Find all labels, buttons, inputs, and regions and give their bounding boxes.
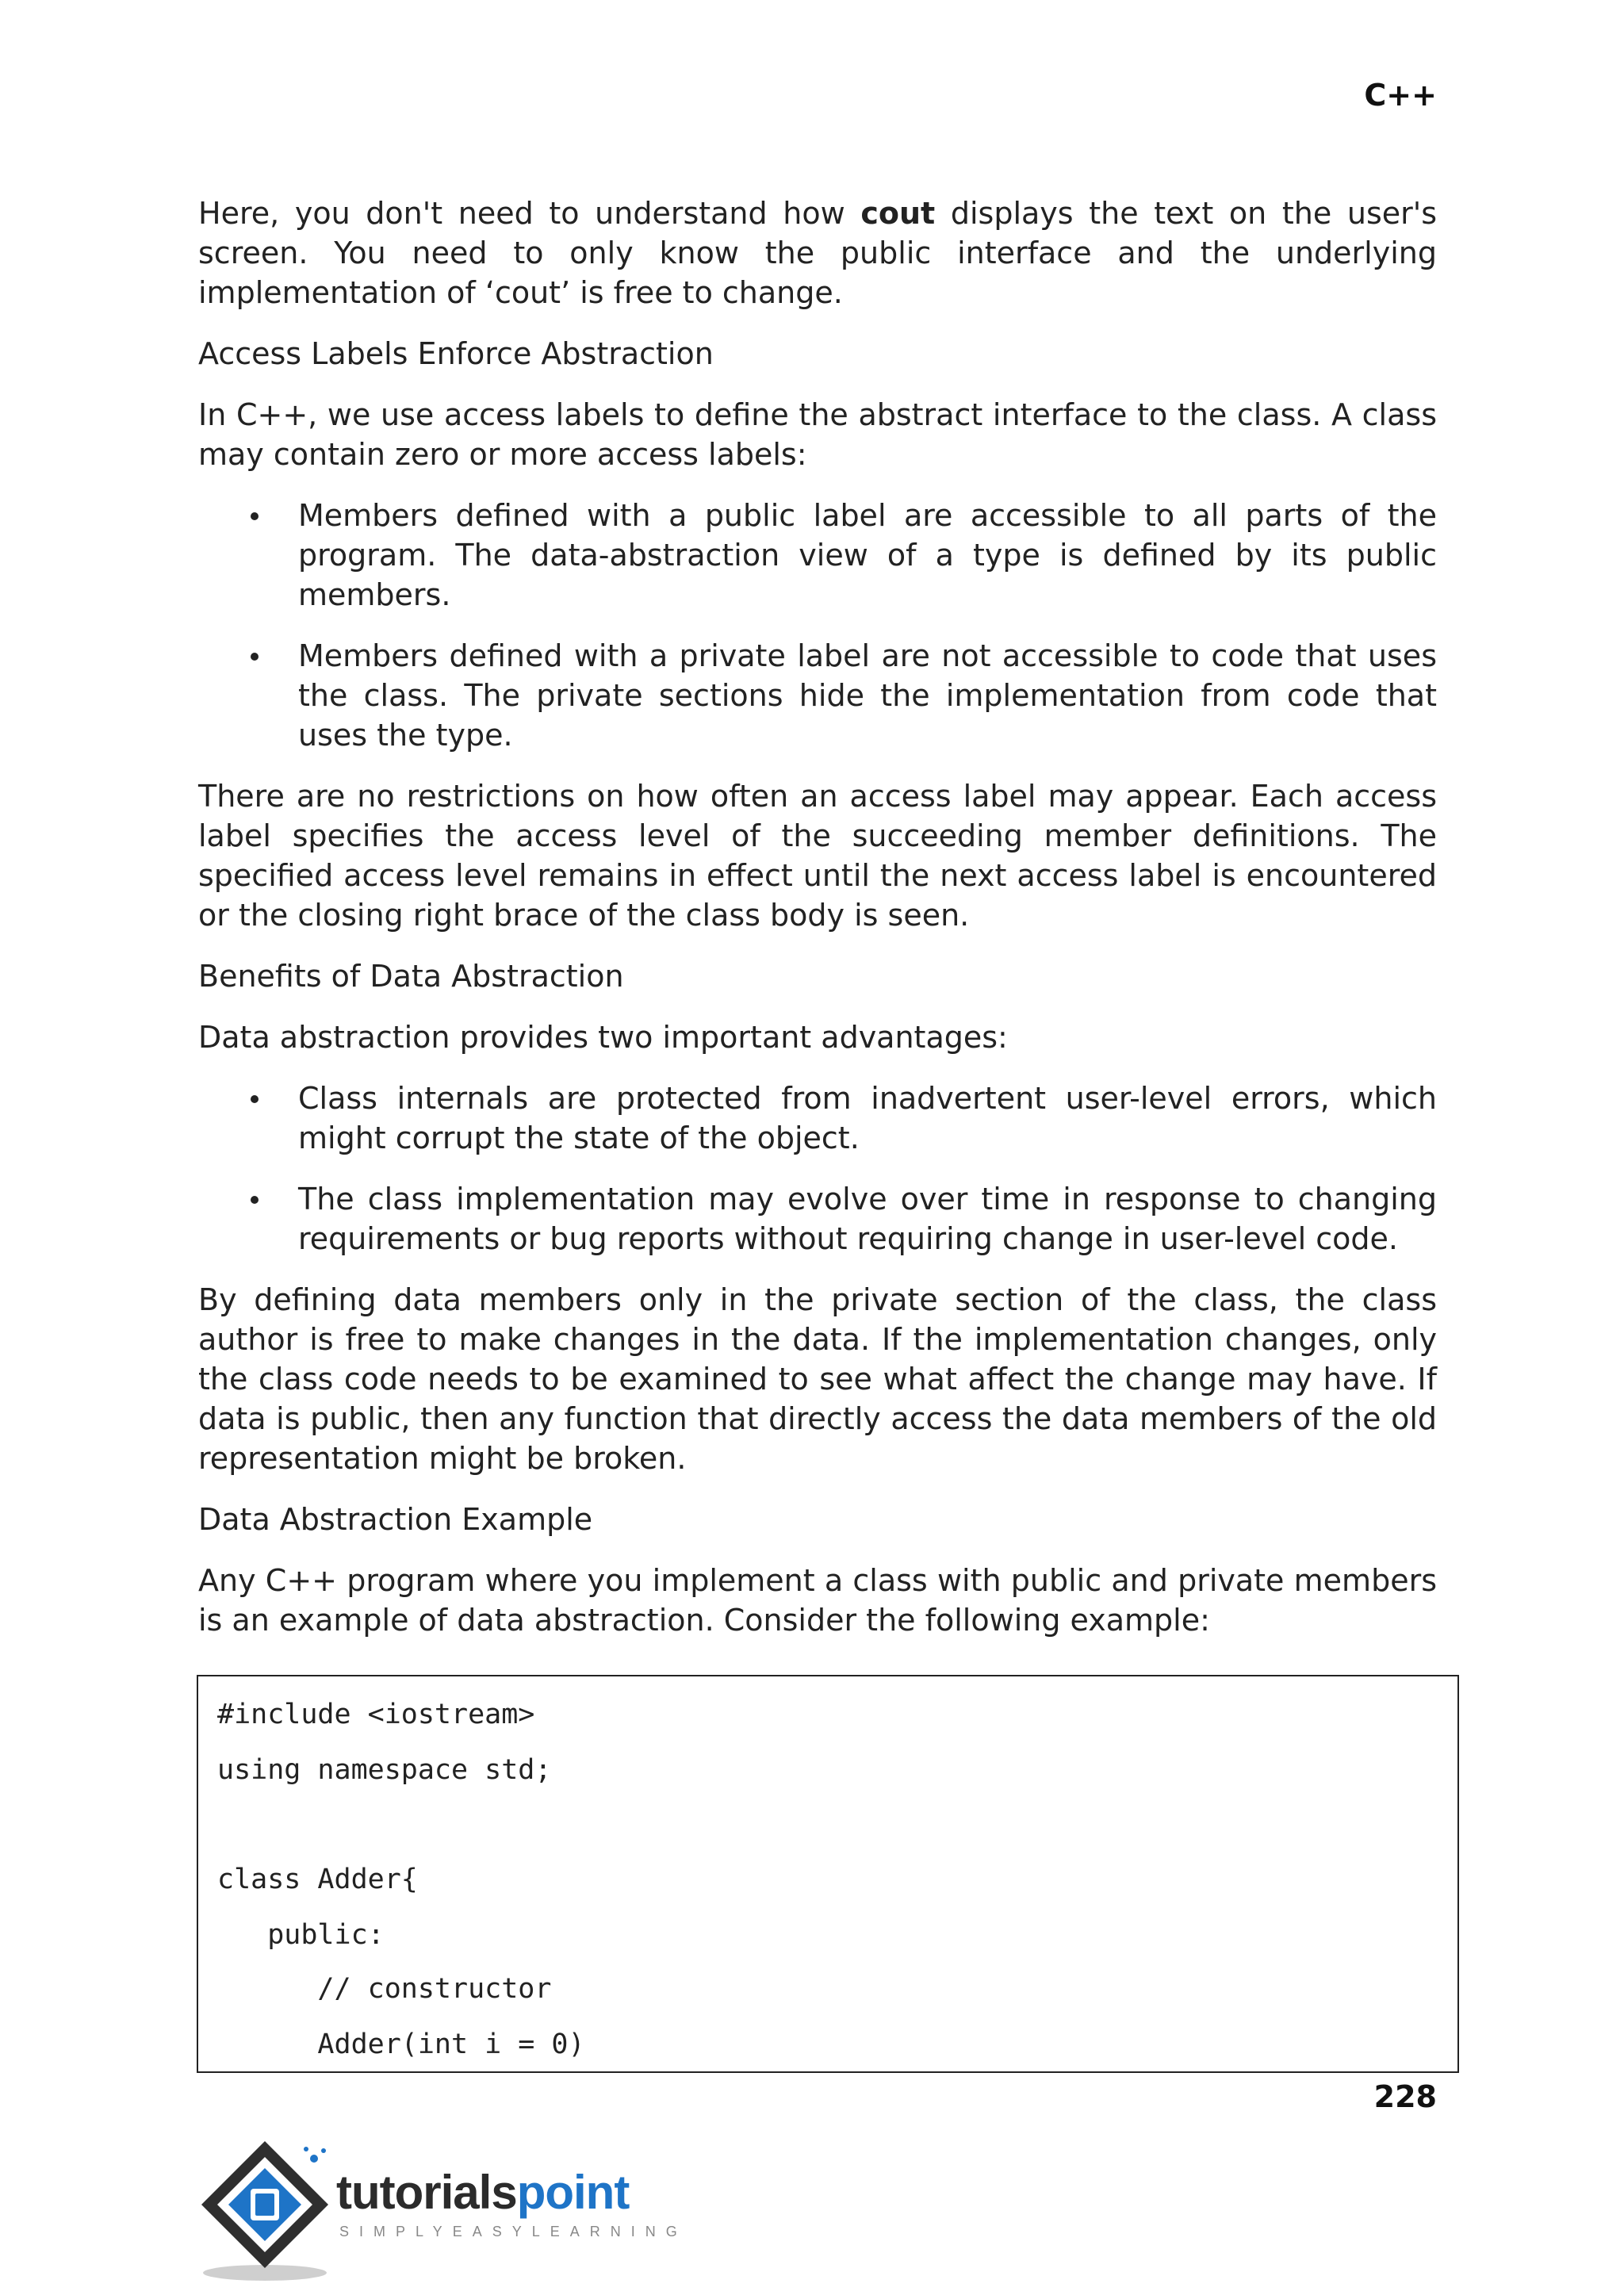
tutorialspoint-logo <box>195 2133 687 2284</box>
code-line: public: <box>217 1919 385 1951</box>
code-line: using namespace std; <box>217 1754 552 1786</box>
paragraph-access-labels: In C++, we use access labels to define the abstract interface to the class. A class may contain zero or more access labels: <box>198 397 1437 472</box>
header-title: C++ <box>1364 78 1437 113</box>
list-item: Members defined with a private label are not accessible to code that uses the class. The private sections hide the implementation from code that uses the type. <box>298 636 1437 755</box>
main-content <box>198 193 1437 1661</box>
logo-wordmark <box>336 2165 629 2220</box>
intro-text-end: displays the text on the user's screen. You need to only know the public interface and the underlying implementation of ‘cout’ is free to change. <box>198 196 1437 310</box>
code-line: class Adder{ <box>217 1864 418 1895</box>
paragraph-advantages: Data abstraction provides two important advantages: <box>198 1020 1008 1055</box>
logo-word-tutorials: tutorials <box>336 2166 517 2219</box>
list-item: The class implementation may evolve over time in response to changing requirements or bug reports without requiring change in user-level code. <box>298 1179 1437 1259</box>
code-line: #include <iostream> <box>217 1699 535 1730</box>
heading-example: Data Abstraction Example <box>198 1502 593 1537</box>
logo-word-point: point <box>516 2166 630 2219</box>
code-line: Adder(int i = 0) <box>217 2029 585 2060</box>
logo-diamond-icon <box>195 2133 346 2284</box>
code-block <box>197 1675 1459 2073</box>
list-item: Members defined with a public label are accessible to all parts of the program. The data-abstraction view of a type is defined by its public members. <box>298 496 1437 615</box>
code-line: // constructor <box>217 1973 552 2005</box>
intro-text-start: Here, you don't need to understand how <box>198 196 861 231</box>
bullet-list-access-labels <box>198 496 1437 755</box>
heading-benefits: Benefits of Data Abstraction <box>198 959 624 994</box>
paragraph-private-section: By defining data members only in the private section of the class, the class author is free to make changes in the data. If the implementation changes, only the class code needs to be examined to see what affect the change may have. If data is public, then any function that directly access the data members of the old representation might be broken. <box>198 1282 1437 1476</box>
paragraph-restrictions: There are no restrictions on how often an access label may appear. Each access label specifies the access level of the succeeding member definitions. The specified access level remains in effect until the next access label is encountered or the closing right brace of the class body is seen. <box>198 779 1437 933</box>
intro-bold-cout: cout <box>860 196 936 231</box>
paragraph-example-intro: Any C++ program where you implement a class with public and private members is an example of data abstraction. Consider the following example: <box>198 1563 1437 1638</box>
heading-access-labels: Access Labels Enforce Abstraction <box>198 336 714 371</box>
paragraph-intro <box>198 193 1437 312</box>
bullet-list-benefits <box>198 1079 1437 1259</box>
logo-tagline: SIMPLYEASYLEARNING <box>339 2224 688 2239</box>
list-item: Class internals are protected from inadvertent user-level errors, which might corrupt the state of the object. <box>298 1079 1437 1158</box>
page-number: 228 <box>1373 2079 1437 2114</box>
